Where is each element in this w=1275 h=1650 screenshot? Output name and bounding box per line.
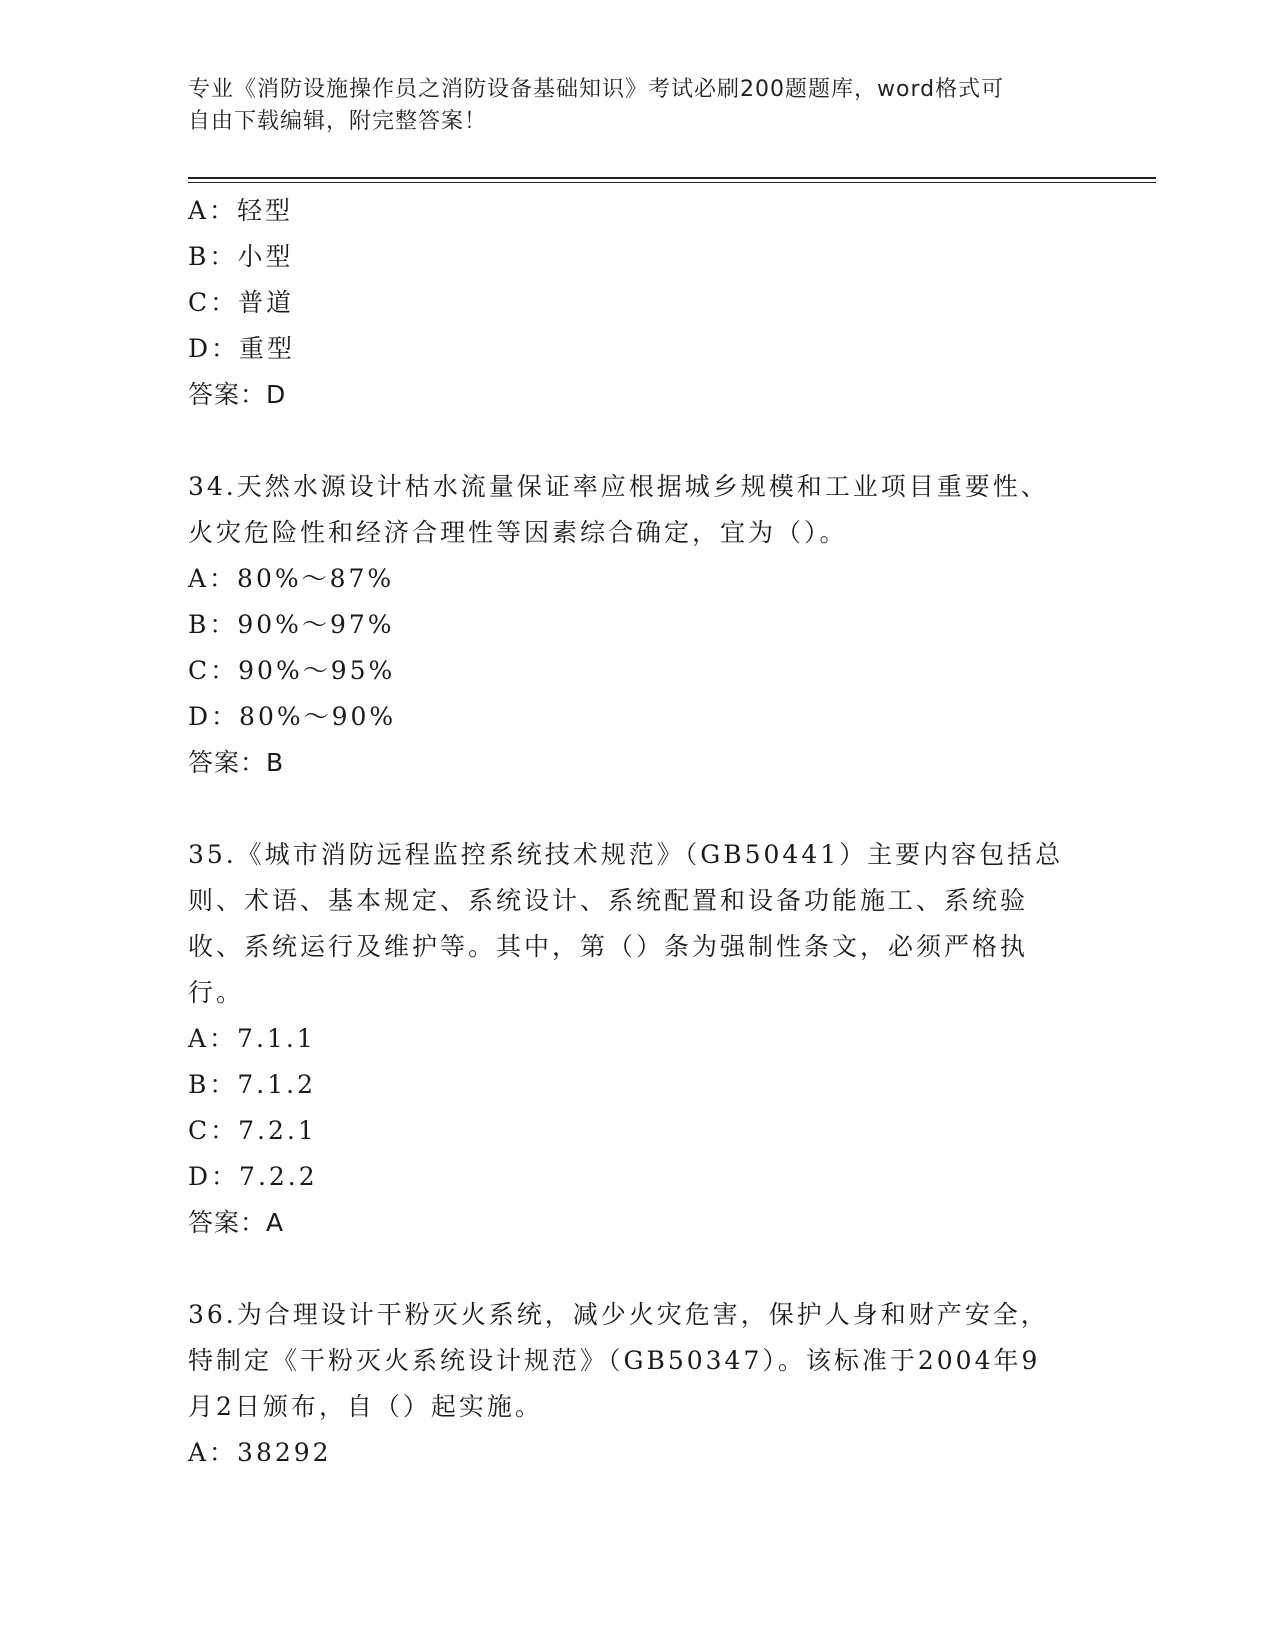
header-title-line-2: 自由下载编辑，附完整答案！ bbox=[188, 109, 488, 134]
option-c: C：7.2.1 bbox=[188, 1116, 317, 1145]
option-a: A：7.1.1 bbox=[188, 1024, 316, 1053]
header-divider-thin bbox=[188, 182, 1156, 183]
option-d: D：重型 bbox=[188, 334, 296, 363]
question-33 bbox=[188, 188, 1068, 418]
option-b: B：90%～97% bbox=[188, 610, 395, 639]
header-title-line-1: 专业《消防设施操作员之消防设备基础知识》考试必刷200题题库，word格式可 bbox=[188, 77, 1005, 102]
answer: 答案：D bbox=[188, 380, 287, 409]
question-stem-line: 行。 bbox=[188, 978, 245, 1007]
option-d: D：7.2.2 bbox=[188, 1162, 318, 1191]
option-b: B：7.1.2 bbox=[188, 1070, 316, 1099]
question-stem-line: 火灾危险性和经济合理性等因素综合确定，宜为（）。 bbox=[188, 518, 848, 547]
question-stem-line: 35.《城市消防远程监控系统技术规范》（GB50441）主要内容包括总 bbox=[188, 840, 1064, 869]
spacer bbox=[188, 418, 1068, 464]
question-36 bbox=[188, 1292, 1068, 1476]
option-c: C：90%～95% bbox=[188, 656, 396, 685]
spacer bbox=[188, 1246, 1068, 1292]
option-a: A：80%～87% bbox=[188, 564, 395, 593]
option-a: A：38292 bbox=[188, 1438, 332, 1467]
answer: 答案：A bbox=[188, 1208, 285, 1237]
question-stem-line: 特制定《干粉灭火系统设计规范》（GB50347）。该标准于2004年9 bbox=[188, 1346, 1041, 1375]
option-a: A：轻型 bbox=[188, 196, 294, 225]
question-stem-line: 收、系统运行及维护等。其中，第（）条为强制性条文，必须严格执 bbox=[188, 932, 1029, 961]
question-list bbox=[188, 188, 1068, 1476]
question-34 bbox=[188, 464, 1068, 786]
question-stem-line: 36.为合理设计干粉灭火系统，减少火灾危害，保护人身和财产安全， bbox=[188, 1300, 1049, 1329]
question-stem-line: 则、术语、基本规定、系统设计、系统配置和设备功能施工、系统验 bbox=[188, 886, 1029, 915]
option-b: B：小型 bbox=[188, 242, 294, 271]
header-divider-thick bbox=[188, 177, 1156, 179]
question-stem-line: 月2日颁布，自（）起实施。 bbox=[188, 1392, 543, 1421]
spacer bbox=[188, 786, 1068, 832]
question-stem-line: 34.天然水源设计枯水流量保证率应根据城乡规模和工业项目重要性、 bbox=[188, 472, 1049, 501]
page-header bbox=[188, 74, 1058, 138]
option-c: C：普道 bbox=[188, 288, 295, 317]
option-d: D：80%～90% bbox=[188, 702, 397, 731]
question-35 bbox=[188, 832, 1068, 1246]
answer: 答案：B bbox=[188, 748, 285, 777]
